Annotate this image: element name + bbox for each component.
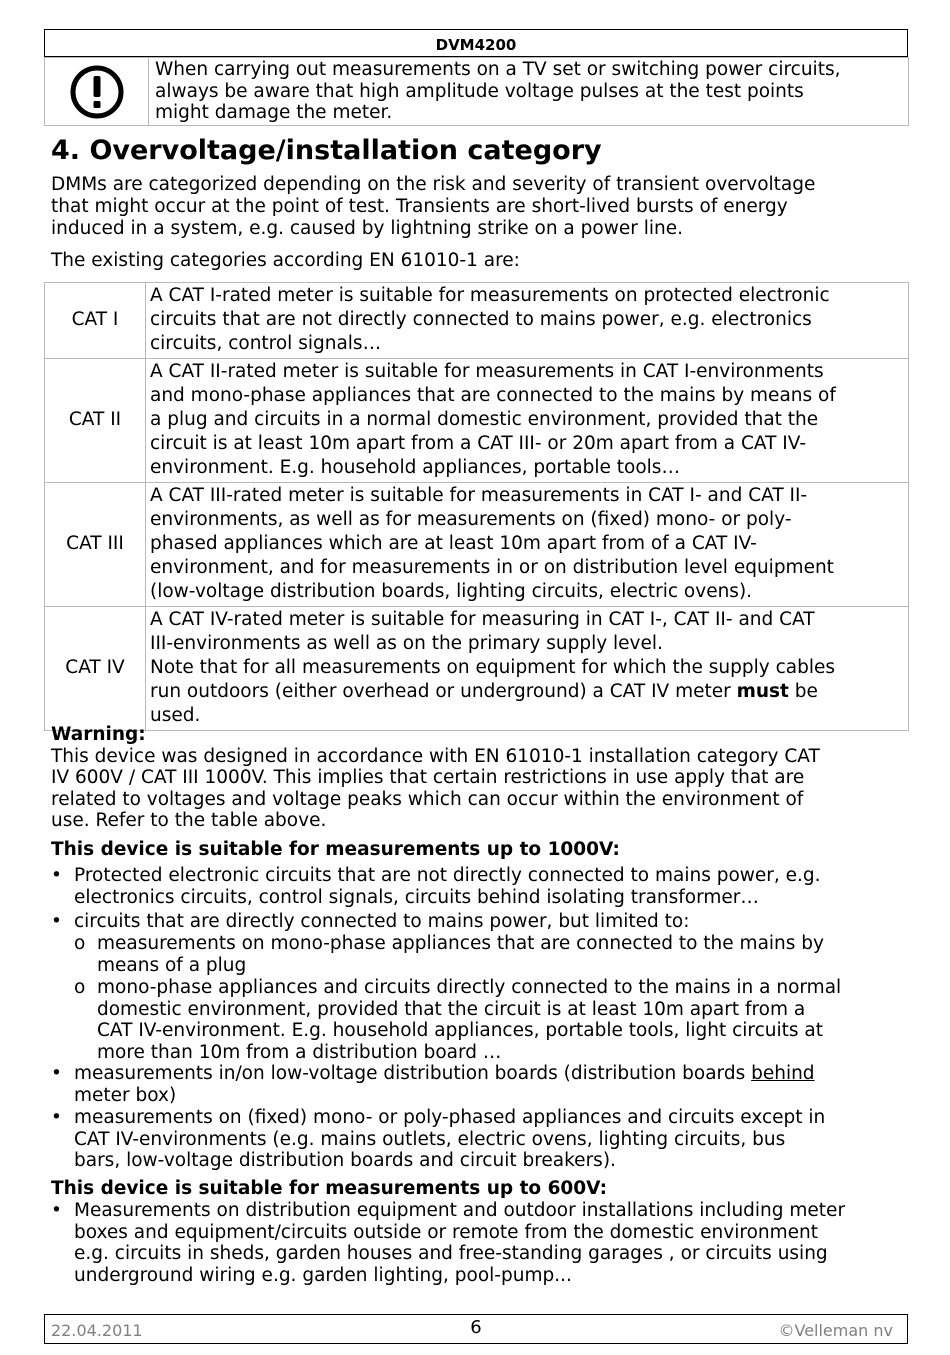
footer-copyright: ©Velleman nv [778,1321,893,1340]
desc-text: run outdoors (either overhead or underground) a CAT IV meter [150,681,737,703]
list-line: electronics circuits, control signals, circuits behind isolating transformer… [74,886,759,908]
category-label: CAT I [45,283,146,359]
categories-intro: The existing categories according EN 61010-1 are: [51,250,520,271]
desc-line: a plug and circuits in a normal domestic environment, provided that the [150,409,819,431]
bullet-mark: • [51,911,62,932]
intro-line: induced in a system, e.g. caused by lightning strike on a power line. [51,218,683,239]
category-label: CAT II [45,358,146,482]
list-line [74,1063,904,1085]
page-footer [44,1314,908,1344]
category-description [146,482,909,606]
warning-line: always be aware that high amplitude voltage pulses at the test points [155,80,804,102]
list-line: domestic environment, provided that the circuit is at least 10m apart from a [97,998,806,1020]
category-description [146,606,909,730]
warning-title: Warning: [51,724,146,745]
desc-line: A CAT III-rated meter is suitable for measurements in CAT I- and CAT II- [150,484,808,506]
section-heading: 4. Overvoltage/installation category [51,135,602,166]
intro-paragraph [51,174,911,240]
desc-line: and mono-phase appliances that are connected to the mains by means of [150,384,836,406]
warning-text-line: related to voltages and voltage peaks which can occur within the environment of [51,788,804,810]
list-text: measurements in/on low-voltage distribution boards (distribution boards [74,1063,752,1084]
warning-icon-cell [45,58,149,125]
categories-table [44,282,909,731]
list-line: boxes and equipment/circuits outside or remote from the domestic environment [74,1221,818,1243]
list-line: Measurements on distribution equipment and outdoor installations including meter [74,1200,846,1221]
list-line: underground wiring e.g. garden lighting, pool-pump... [74,1264,572,1286]
category-description [146,283,909,359]
list-line: measurements on (fixed) mono- or poly-phased appliances and circuits except in [74,1107,826,1128]
bullet-mark: • [51,1200,62,1221]
warning-section [51,724,911,832]
sub-bullet-mark: o [74,977,86,998]
table-row [45,482,909,606]
page-header [44,29,908,57]
list-line: more than 10m from a distribution board … [97,1041,502,1063]
desc-line: environment, and for measurements in or on distribution level equipment [150,557,834,579]
category-label: CAT III [45,482,146,606]
warning-text-line: use. Refer to the table above. [51,810,327,831]
desc-line: A CAT I-rated meter is suitable for measurements on protected electronic [150,285,830,306]
warning-text-line: This device was designed in accordance with EN 61010-1 installation category CAT [51,745,820,767]
warning-line: might damage the meter. [155,102,393,123]
list-line: Protected electronic circuits that are not directly connected to mains power, e.g. [74,865,821,886]
list-line: CAT IV-environment. E.g. household appliances, portable tools, light circuits at [97,1020,824,1041]
desc-line: (low-voltage distribution boards, lighting circuits, electric ovens). [150,581,753,603]
bullet-mark: • [51,1107,62,1128]
table-row [45,606,909,730]
list-line: e.g. circuits in sheds, garden houses and free-standing garages , or circuits using [74,1243,828,1264]
bullet-mark: • [51,865,62,886]
footer-date: 22.04.2011 [51,1321,143,1340]
category-description [146,358,909,482]
sub-bullet-mark: o [74,933,86,954]
emphasis-must: must [736,681,789,703]
intro-line: that might occur at the point of test. Transients are short-lived bursts of energy [51,196,788,217]
list-line: means of a plug [97,954,247,976]
desc-line: III-environments as well as on the primary supply level. [150,632,663,654]
page-number: 6 [470,1317,482,1338]
suitable-600v-title: This device is suitable for measurements up to 600V: [51,1178,608,1199]
list-line: CAT IV-environments (e.g. mains outlets, electric ovens, lighting circuits, bus [74,1128,786,1150]
table-row [45,283,909,359]
desc-line: Note that for all measurements on equipment for which the supply cables [150,657,836,679]
list-line: meter box) [74,1084,177,1106]
warning-line: When carrying out measurements on a TV set or switching power circuits, [155,59,841,80]
header-title: DVM4200 [435,36,517,54]
table-row [45,358,909,482]
list-line: circuits that are directly connected to mains power, but limited to: [74,911,690,932]
desc-text: be [788,681,818,703]
list-line: mono-phase appliances and circuits directly connected to the mains in a normal [97,977,842,998]
desc-line [150,680,904,704]
intro-line: DMMs are categorized depending on the risk and severity of transient overvoltage [51,174,816,195]
desc-line: circuit is at least 10m apart from a CAT III- or 20m apart from a CAT IV- [150,433,807,455]
desc-line: circuits that are not directly connected to mains power, e.g. electronics [150,309,812,331]
desc-line: circuits, control signals… [150,333,382,355]
suitable-1000v-title: This device is suitable for measurements up to 1000V: [51,839,620,860]
desc-line: phased appliances which are at least 10m apart from of a CAT IV- [150,533,757,555]
bullet-mark: • [51,1063,62,1084]
desc-line: used. [150,705,201,727]
warning-text-line: IV 600V / CAT III 1000V. This implies that certain restrictions in use apply that are [51,767,805,788]
exclamation-circle-icon [69,64,125,120]
warning-box [44,57,909,126]
warning-box-text [149,58,840,125]
desc-line: environments, as well as for measurements on (fixed) mono- or poly- [150,508,792,530]
desc-line: environment. E.g. household appliances, portable tools… [150,457,680,479]
desc-line: A CAT II-rated meter is suitable for measurements in CAT I-environments [150,360,824,382]
list-line: measurements on mono-phase appliances that are connected to the mains by [97,933,824,954]
category-label: CAT IV [45,606,146,730]
list-line: bars, low-voltage distribution boards and circuit breakers). [74,1150,616,1171]
desc-line: A CAT IV-rated meter is suitable for measuring in CAT I-, CAT II- and CAT [150,608,815,630]
underlined-word: behind [751,1063,815,1084]
